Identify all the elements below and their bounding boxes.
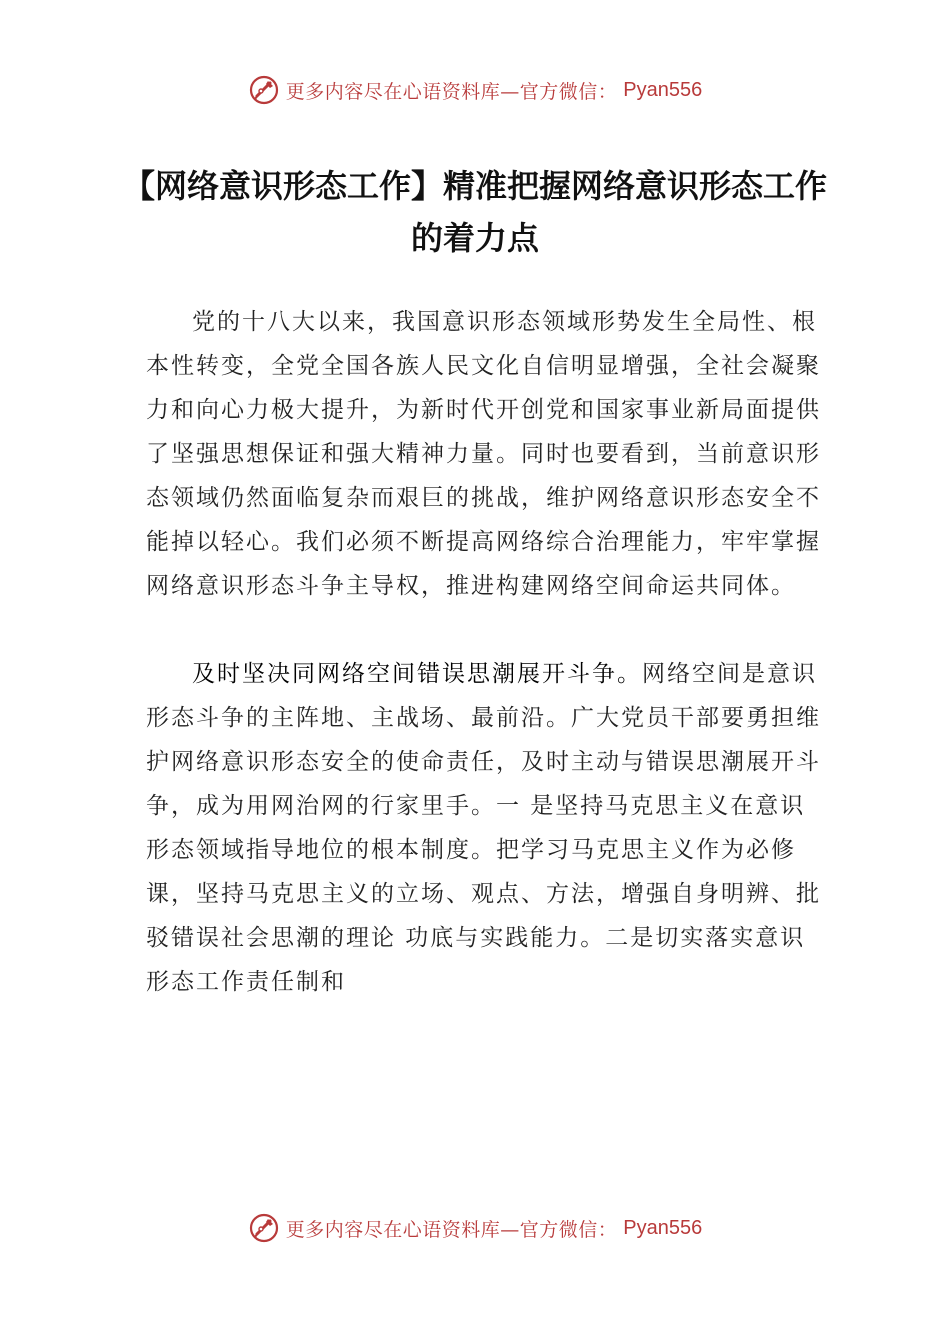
pen-seal-logo-icon xyxy=(248,74,280,106)
paragraph-lead: 及时坚决同网络空间错误思潮展开斗争。 xyxy=(192,661,642,687)
watermark-wechat-id: Pyan556 xyxy=(623,78,703,101)
paragraph-intro xyxy=(146,300,830,608)
header-watermark xyxy=(0,74,950,106)
pen-seal-logo-icon xyxy=(248,1212,280,1244)
paragraph-text: 党的十八大以来，我国意识形态领域形势发生全局性、根本性转变，全党全国各族人民文化自信明显增强，全社会凝聚力和向心力极大提升，为新时代开创党和国家事业新局面提供了坚强思想保证和强大精神力量。同时也要看到，当前意识形态领域仍然面临复杂而艰巨的挑战，维护网络意识形态安全不能掉以轻心。我们必须不断提高网络综合治理能力，牢牢掌握网络意识形态斗争主导权，推进构建网络空间命运共同体。 xyxy=(146,309,821,599)
watermark-wechat-id: Pyan556 xyxy=(623,1216,703,1239)
document-title: 【网络意识形态工作】精准把握网络意识形态工作的着力点 xyxy=(122,167,827,257)
paragraph-struggle xyxy=(146,652,830,1004)
watermark-text: 更多内容尽在心语资料库—官方微信： xyxy=(285,1218,618,1241)
paragraph-text: 网络空间是意识形态斗争的主阵地、主战场、最前沿。广大党员干部要勇担维护网络意识形态安全的使命责任，及时主动与错误思潮展开斗争，成为用网治网的行家里手。一 是坚持马克思主义在意识形态领域指导地位的根本制度。把学习马克思主义作为必修课，坚持马克思主义的立场、观点、方法，增强自身明辨、批驳错误社会思潮的理论 功底与实践能力。二是切实落实意识形态工作责任制和 xyxy=(146,661,821,995)
footer-watermark xyxy=(0,1212,950,1244)
watermark-text: 更多内容尽在心语资料库—官方微信： xyxy=(285,80,618,103)
document-body xyxy=(146,300,830,1004)
